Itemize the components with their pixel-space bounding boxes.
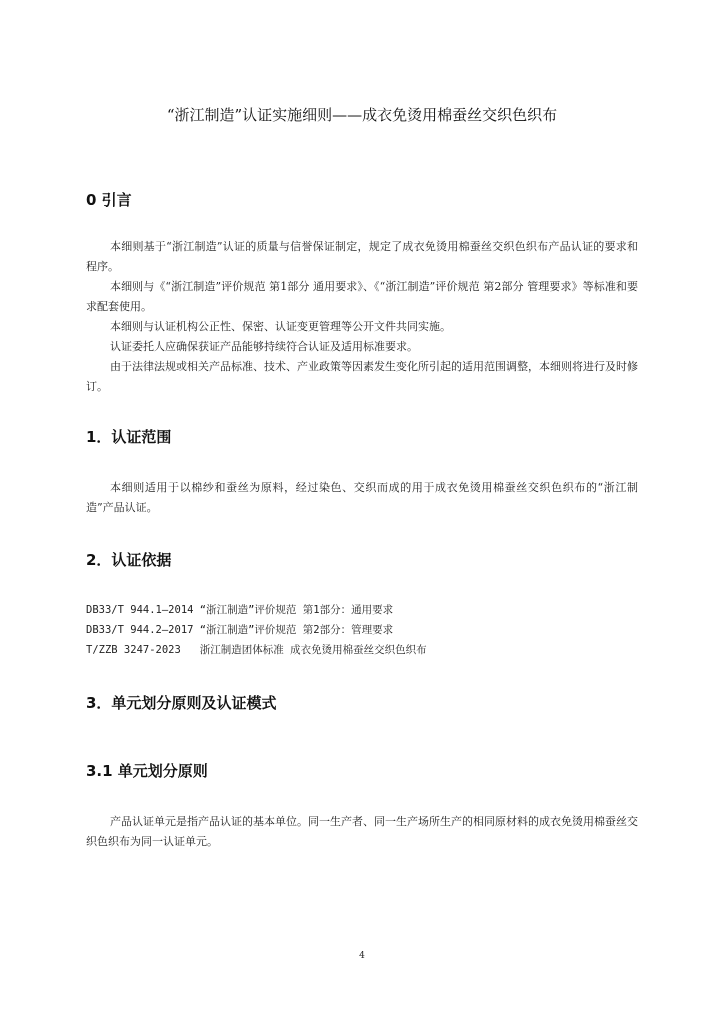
section-3-1-paragraph-1: 产品认证单元是指产品认证的基本单位。同一生产者、同一生产场所生产的相同原材料的成衣免烫用棉蚕丝交织色织布为同一认证单元。 bbox=[86, 815, 638, 848]
reference-item: DB33/T 944.1—2014 “浙江制造”评价规范 第1部分：通用要求 bbox=[86, 604, 394, 616]
section-1-heading: 1．认证范围 bbox=[86, 428, 172, 446]
section-1-paragraph-1: 本细则适用于以棉纱和蚕丝为原料，经过染色、交织而成的用于成衣免烫用棉蚕丝交织色织布的“浙江制造”产品认证。 bbox=[86, 481, 638, 514]
document-title: “浙江制造”认证实施细则——成衣免烫用棉蚕丝交织色织布 bbox=[166, 106, 558, 124]
reference-item: DB33/T 944.2—2017 “浙江制造”评价规范 第2部分：管理要求 bbox=[86, 624, 394, 636]
section-0-paragraph-5: 由于法律法规或相关产品标准、技术、产业政策等因素发生变化所引起的适用范围调整，本细则将进行及时修订。 bbox=[86, 360, 638, 393]
section-0-paragraph-2: 本细则与《“浙江制造”评价规范 第1部分 通用要求》、《“浙江制造”评价规范 第2部分 管理要求》等标准和要求配套使用。 bbox=[86, 280, 638, 313]
page-number: 4 bbox=[359, 951, 365, 961]
reference-item: T/ZZB 3247-2023 浙江制造团体标准 成衣免烫用棉蚕丝交织色织布 bbox=[86, 644, 427, 656]
section-0-heading: 0 引言 bbox=[86, 191, 132, 209]
section-3-1-heading: 3.1 单元划分原则 bbox=[86, 762, 208, 780]
section-0-paragraph-1: 本细则基于“浙江制造”认证的质量与信誉保证制定，规定了成衣免烫用棉蚕丝交织色织布产品认证的要求和程序。 bbox=[86, 240, 638, 273]
section-0-paragraph-3: 本细则与认证机构公正性、保密、认证变更管理等公开文件共同实施。 bbox=[110, 320, 451, 333]
section-0-paragraph-4: 认证委托人应确保获证产品能够持续符合认证及适用标准要求。 bbox=[110, 340, 418, 353]
section-2-heading: 2．认证依据 bbox=[86, 551, 172, 569]
section-3-heading: 3．单元划分原则及认证模式 bbox=[86, 694, 277, 712]
